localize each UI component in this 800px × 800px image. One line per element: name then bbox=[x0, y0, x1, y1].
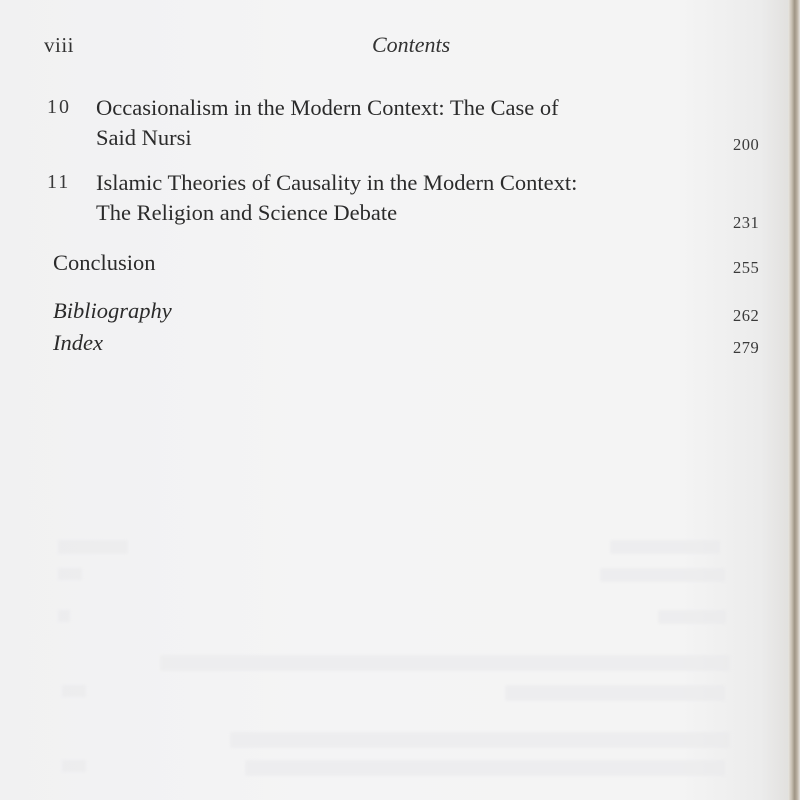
page-number: 200 bbox=[733, 135, 760, 154]
entry-title: Bibliography bbox=[53, 298, 172, 323]
running-head bbox=[0, 30, 800, 60]
chapter-title bbox=[96, 93, 559, 153]
page-number: 262 bbox=[733, 306, 760, 325]
chapter-title-line: The Religion and Science Debate bbox=[96, 200, 398, 225]
page-number: 231 bbox=[733, 213, 760, 232]
page-number: 279 bbox=[733, 338, 760, 357]
book-spine-edge bbox=[788, 0, 800, 800]
entry-title: Index bbox=[53, 330, 103, 355]
chapter-title-line: Occasionalism in the Modern Context: The Case of bbox=[96, 95, 559, 120]
chapter-title-line: Islamic Theories of Causality in the Modern Context: bbox=[96, 170, 578, 195]
entry-title: Conclusion bbox=[53, 250, 156, 275]
page-number: 255 bbox=[733, 258, 760, 277]
chapter-title-line: Said Nursi bbox=[96, 125, 192, 150]
chapter-number: 10 bbox=[47, 96, 71, 118]
chapter-title bbox=[96, 168, 577, 228]
page-title: Contents bbox=[372, 32, 451, 57]
chapter-number: 11 bbox=[47, 171, 71, 193]
page-folio: viii bbox=[44, 33, 75, 57]
